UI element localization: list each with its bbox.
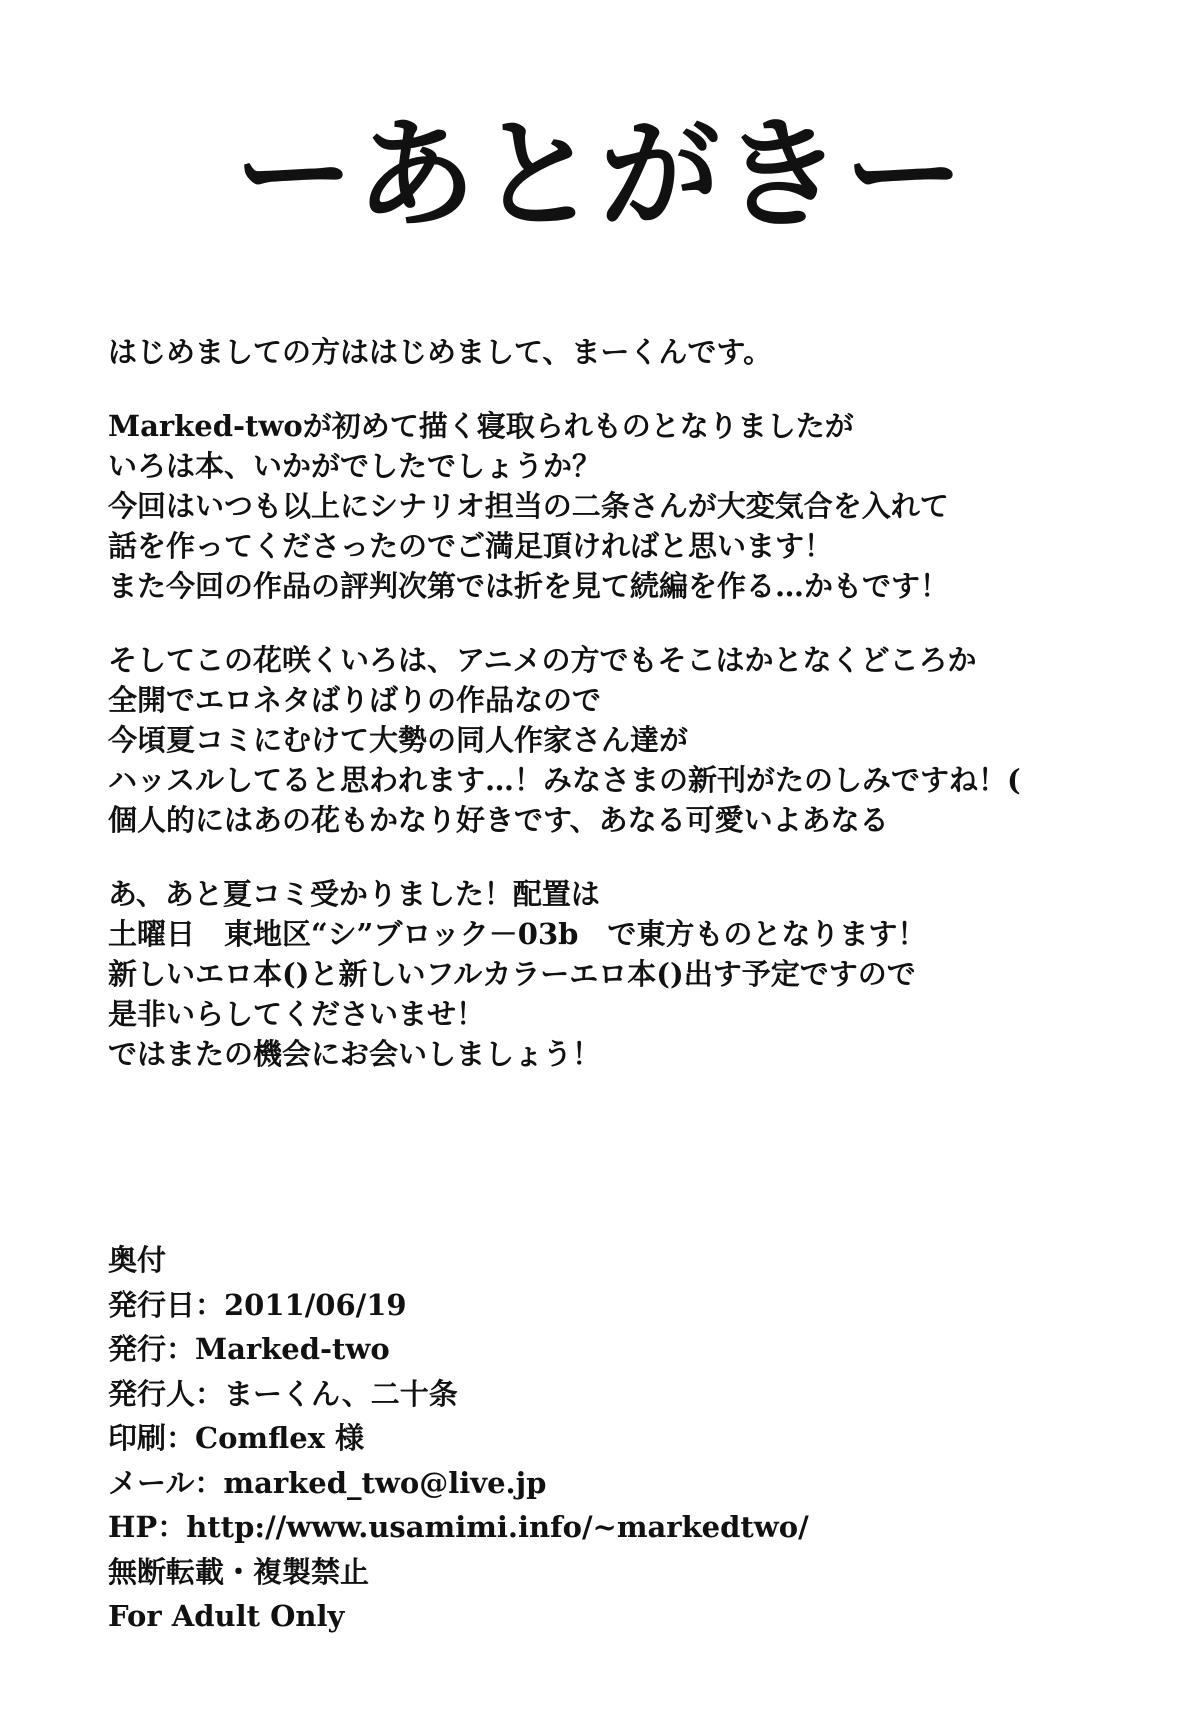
text-line: 今頃夏コミにむけて大勢の同人作家さん達が [108,723,689,757]
text-line: いろは本、いかがでしたでしょうか？ [108,449,602,483]
colophon-printer: 印刷：Comflex 様 [108,1421,365,1455]
paragraph-about-book [108,406,1128,606]
paragraph-greeting [108,332,1128,372]
text-line: そしてこの花咲くいろは、アニメの方でもそこはかとなくどころか [108,643,977,677]
text-line: 個人的にはあの花もかなり好きです、あなる可愛いよあなる [108,803,889,837]
colophon-adult-notice: For Adult Only [108,1599,345,1633]
text-line: あ、あと夏コミ受かりました！配置は [108,877,600,911]
page-title: ーあとがきー [234,104,966,245]
paragraph-about-anime [108,640,1128,840]
text-line: 土曜日 東地区“シ”ブロック－03b で東方ものとなります！ [108,917,927,951]
text-line: 是非いらしてくださいませ！ [108,997,486,1031]
colophon-publisher: 発行：Marked-two [108,1332,390,1366]
text-line: ではまたの機会にお会いしましょう！ [108,1037,602,1071]
text-line: 今回はいつも以上にシナリオ担当の二条さんが大変気合を入れて [108,489,949,523]
text-line: はじめましての方ははじめまして、まーくんです。 [108,335,773,369]
paragraph-event-notice [108,874,1128,1074]
colophon-heading: 奥付 [108,1243,167,1277]
text-line: 話を作ってくださったのでご満足頂ければと思います！ [108,529,834,563]
text-line: ハッスルしてると思われます…！みなさまの新刊がたのしみですね！( [108,763,1021,797]
colophon-homepage: HP：http://www.usamimi.info/~markedtwo/ [108,1510,809,1544]
text-line: また今回の作品の評判次第では折を見て続編を作る…かもです！ [108,569,950,603]
colophon-copyright-notice: 無断転載・複製禁止 [108,1554,370,1589]
text-line: 新しいエロ本()と新しいフルカラーエロ本()出す予定ですので [108,957,916,991]
colophon-publish-date: 発行日：2011/06/19 [108,1287,407,1322]
afterword-body [108,332,1128,1108]
colophon [108,1238,1128,1639]
colophon-issuer: 発行人：まーくん、二十条 [108,1376,458,1411]
text-line: Marked-twoが初めて描く寝取られものとなりましたが [108,409,854,443]
text-line: 全開でエロネタばりばりの作品なので [108,683,602,717]
colophon-email: メール：marked_two@live.jp [108,1465,547,1500]
